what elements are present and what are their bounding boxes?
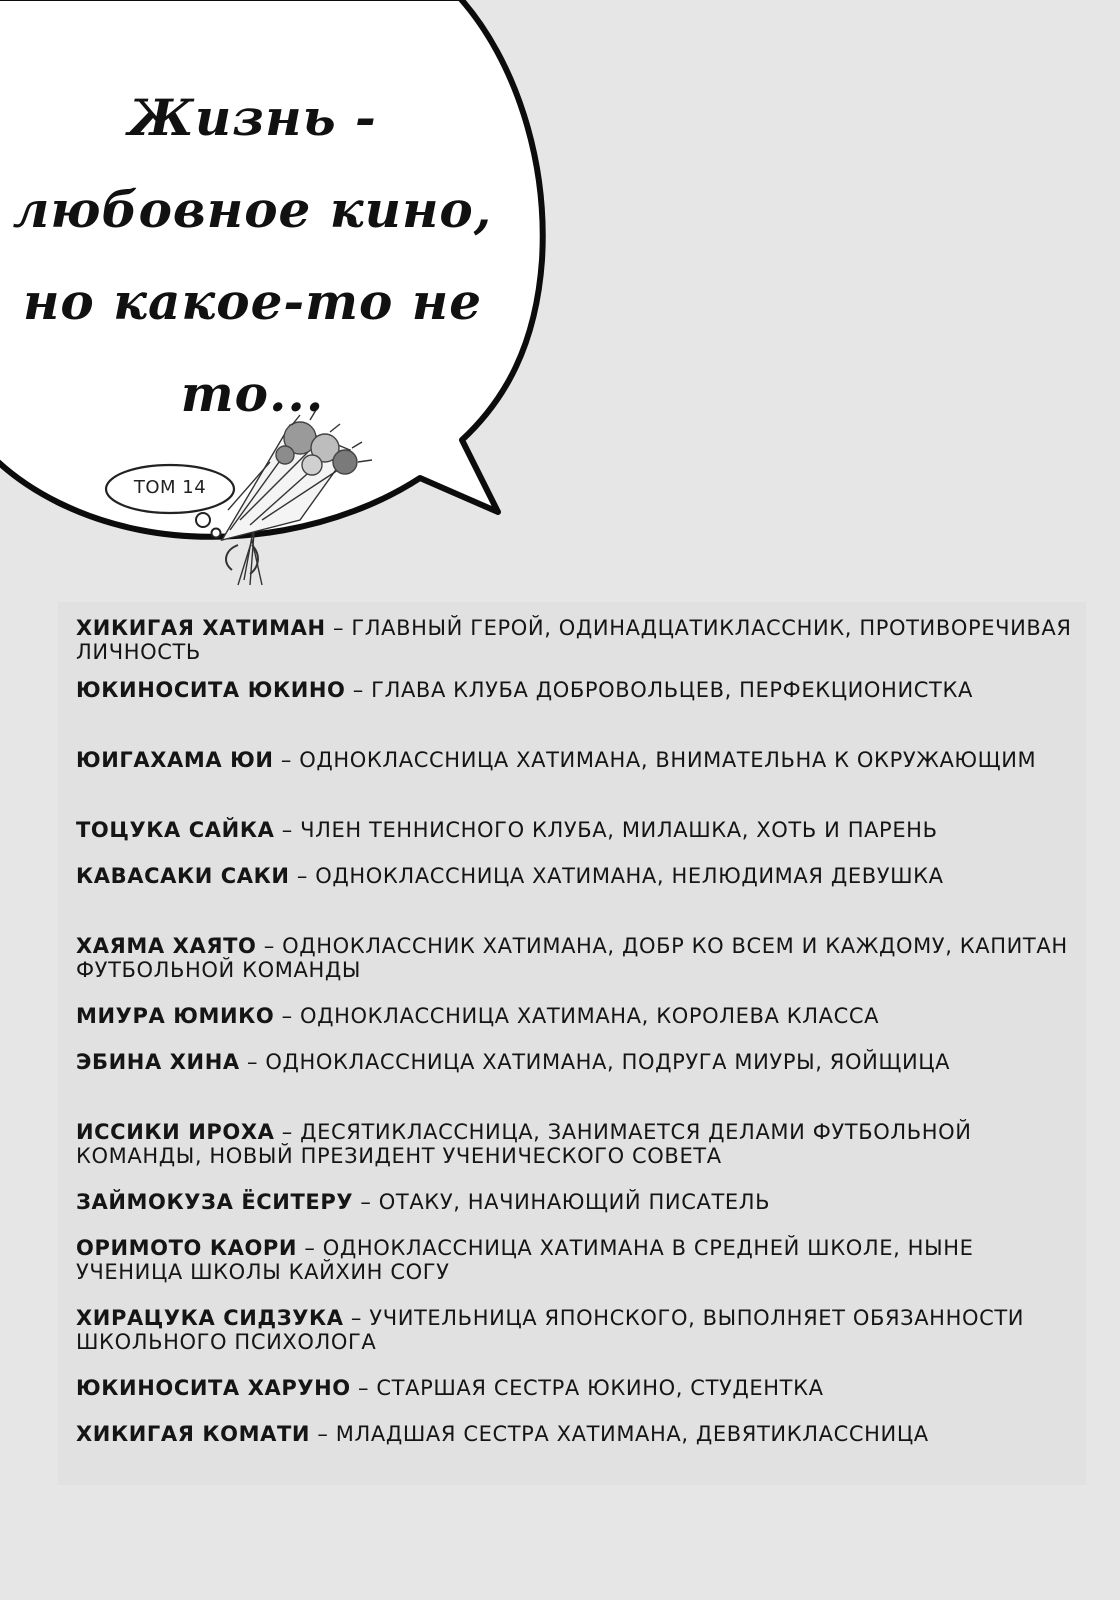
bubble-title-line: любовное кино, — [12, 180, 493, 239]
character-name: ИССИКИ ИРОХА — [76, 1120, 275, 1144]
volume-label: ТОМ 14 — [133, 477, 207, 498]
bubble-title-line: то... — [180, 364, 325, 423]
character-name: ЭБИНА ХИНА — [76, 1050, 240, 1074]
character-description: ОДНОКЛАССНИЦА ХАТИМАНА В СРЕДНЕЙ ШКОЛЕ, НЫНЕ УЧЕНИЦА ШКОЛЫ КАЙХИН СОГУ — [76, 1236, 974, 1284]
character-description: ОДНОКЛАССНИЦА ХАТИМАНА, КОРОЛЕВА КЛАССА — [300, 1004, 880, 1028]
character-description: ДЕСЯТИКЛАССНИЦА, ЗАНИМАЕТСЯ ДЕЛАМИ ФУТБОЛЬНОЙ КОМАНДЫ, НОВЫЙ ПРЕЗИДЕНТ УЧЕНИЧЕСКОГО СОВЕТА — [76, 1120, 972, 1168]
character-entry: ЗАЙМОКУЗА ЁСИТЕРУ – ОТАКУ, НАЧИНАЮЩИЙ ПИСАТЕЛЬ — [76, 1190, 771, 1214]
character-name: ХИКИГАЯ ХАТИМАН — [76, 616, 326, 640]
character-entry: ХИРАЦУКА СИДЗУКА – УЧИТЕЛЬНИЦА ЯПОНСКОГО, ВЫПОЛНЯЕТ ОБЯЗАННОСТИ ШКОЛЬНОГО ПСИХОЛОГА — [76, 1306, 1025, 1354]
character-entry: ИССИКИ ИРОХА – ДЕСЯТИКЛАССНИЦА, ЗАНИМАЕТСЯ ДЕЛАМИ ФУТБОЛЬНОЙ КОМАНДЫ, НОВЫЙ ПРЕЗИДЕНТ УЧЕНИЧЕСКОГО СОВЕТА — [76, 1120, 972, 1168]
character-name: ХАЯМА ХАЯТО — [76, 934, 257, 958]
character-description: ОДНОКЛАССНИЦА ХАТИМАНА, НЕЛЮДИМАЯ ДЕВУШКА — [315, 864, 944, 888]
character-entry: ЮКИНОСИТА ЮКИНО – ГЛАВА КЛУБА ДОБРОВОЛЬЦЕВ, ПЕРФЕКЦИОНИСТКА — [76, 678, 973, 702]
character-list — [58, 602, 1086, 1485]
character-name: ЮКИНОСИТА ЮКИНО — [76, 678, 346, 702]
character-entry: ХАЯМА ХАЯТО – ОДНОКЛАССНИК ХАТИМАНА, ДОБР КО ВСЕМ И КАЖДОМУ, КАПИТАН ФУТБОЛЬНОЙ КОМАНДЫ — [76, 934, 1068, 982]
character-name: ХИКИГАЯ КОМАТИ — [76, 1422, 311, 1446]
character-description: ГЛАВНЫЙ ГЕРОЙ, ОДИНАДЦАТИКЛАССНИК, ПРОТИВОРЕЧИВАЯ ЛИЧНОСТЬ — [76, 616, 1072, 664]
character-entry: КАВАСАКИ САКИ – ОДНОКЛАССНИЦА ХАТИМАНА, НЕЛЮДИМАЯ ДЕВУШКА — [76, 864, 944, 888]
character-description: ОДНОКЛАССНИЦА ХАТИМАНА, ПОДРУГА МИУРЫ, ЯОЙЩИЦА — [265, 1050, 951, 1074]
character-name: ЗАЙМОКУЗА ЁСИТЕРУ — [76, 1190, 354, 1214]
thought-dot-small — [212, 529, 221, 538]
character-entry: ТОЦУКА САЙКА – ЧЛЕН ТЕННИСНОГО КЛУБА, МИЛАШКА, ХОТЬ И ПАРЕНЬ — [76, 818, 938, 842]
character-name: ТОЦУКА САЙКА — [76, 818, 275, 842]
character-description: МЛАДШАЯ СЕСТРА ХАТИМАНА, ДЕВЯТИКЛАССНИЦА — [335, 1422, 929, 1446]
character-entry: ЭБИНА ХИНА – ОДНОКЛАССНИЦА ХАТИМАНА, ПОДРУГА МИУРЫ, ЯОЙЩИЦА — [76, 1050, 951, 1074]
character-entry: ЮИГАХАМА ЮИ – ОДНОКЛАССНИЦА ХАТИМАНА, ВНИМАТЕЛЬНА К ОКРУЖАЮЩИМ — [76, 748, 1037, 772]
character-name: МИУРА ЮМИКО — [76, 1004, 275, 1028]
character-description: ОДНОКЛАССНИК ХАТИМАНА, ДОБР КО ВСЕМ И КАЖДОМУ, КАПИТАН ФУТБОЛЬНОЙ КОМАНДЫ — [76, 934, 1068, 982]
character-name: ЮКИНОСИТА ХАРУНО — [76, 1376, 351, 1400]
bubble-title-line: Жизнь - — [128, 88, 377, 147]
character-entry: ХИКИГАЯ ХАТИМАН – ГЛАВНЫЙ ГЕРОЙ, ОДИНАДЦАТИКЛАССНИК, ПРОТИВОРЕЧИВАЯ ЛИЧНОСТЬ — [76, 616, 1072, 664]
character-entry: ОРИМОТО КАОРИ – ОДНОКЛАССНИЦА ХАТИМАНА В СРЕДНЕЙ ШКОЛЕ, НЫНЕ УЧЕНИЦА ШКОЛЫ КАЙХИН СОГУ — [76, 1236, 974, 1284]
character-name: ОРИМОТО КАОРИ — [76, 1236, 298, 1260]
character-name: ХИРАЦУКА СИДЗУКА — [76, 1306, 344, 1330]
bubble-title — [0, 72, 505, 440]
character-description: ГЛАВА КЛУБА ДОБРОВОЛЬЦЕВ, ПЕРФЕКЦИОНИСТКА — [371, 678, 973, 702]
thought-dot-large — [196, 513, 210, 527]
character-name: КАВАСАКИ САКИ — [76, 864, 290, 888]
character-description: ОТАКУ, НАЧИНАЮЩИЙ ПИСАТЕЛЬ — [378, 1190, 771, 1214]
bubble-title-line: но какое-то не — [22, 272, 483, 331]
character-description: ЧЛЕН ТЕННИСНОГО КЛУБА, МИЛАШКА, ХОТЬ И ПАРЕНЬ — [300, 818, 938, 842]
character-description: СТАРШАЯ СЕСТРА ЮКИНО, СТУДЕНТКА — [376, 1376, 824, 1400]
character-entry: ХИКИГАЯ КОМАТИ – МЛАДШАЯ СЕСТРА ХАТИМАНА, ДЕВЯТИКЛАССНИЦА — [76, 1422, 929, 1446]
character-name: ЮИГАХАМА ЮИ — [76, 748, 274, 772]
character-description: УЧИТЕЛЬНИЦА ЯПОНСКОГО, ВЫПОЛНЯЕТ ОБЯЗАННОСТИ ШКОЛЬНОГО ПСИХОЛОГА — [76, 1306, 1025, 1354]
character-description: ОДНОКЛАССНИЦА ХАТИМАНА, ВНИМАТЕЛЬНА К ОКРУЖАЮЩИМ — [299, 748, 1037, 772]
character-entry: МИУРА ЮМИКО – ОДНОКЛАССНИЦА ХАТИМАНА, КОРОЛЕВА КЛАССА — [76, 1004, 880, 1028]
character-entry: ЮКИНОСИТА ХАРУНО – СТАРШАЯ СЕСТРА ЮКИНО, СТУДЕНТКА — [76, 1376, 824, 1400]
